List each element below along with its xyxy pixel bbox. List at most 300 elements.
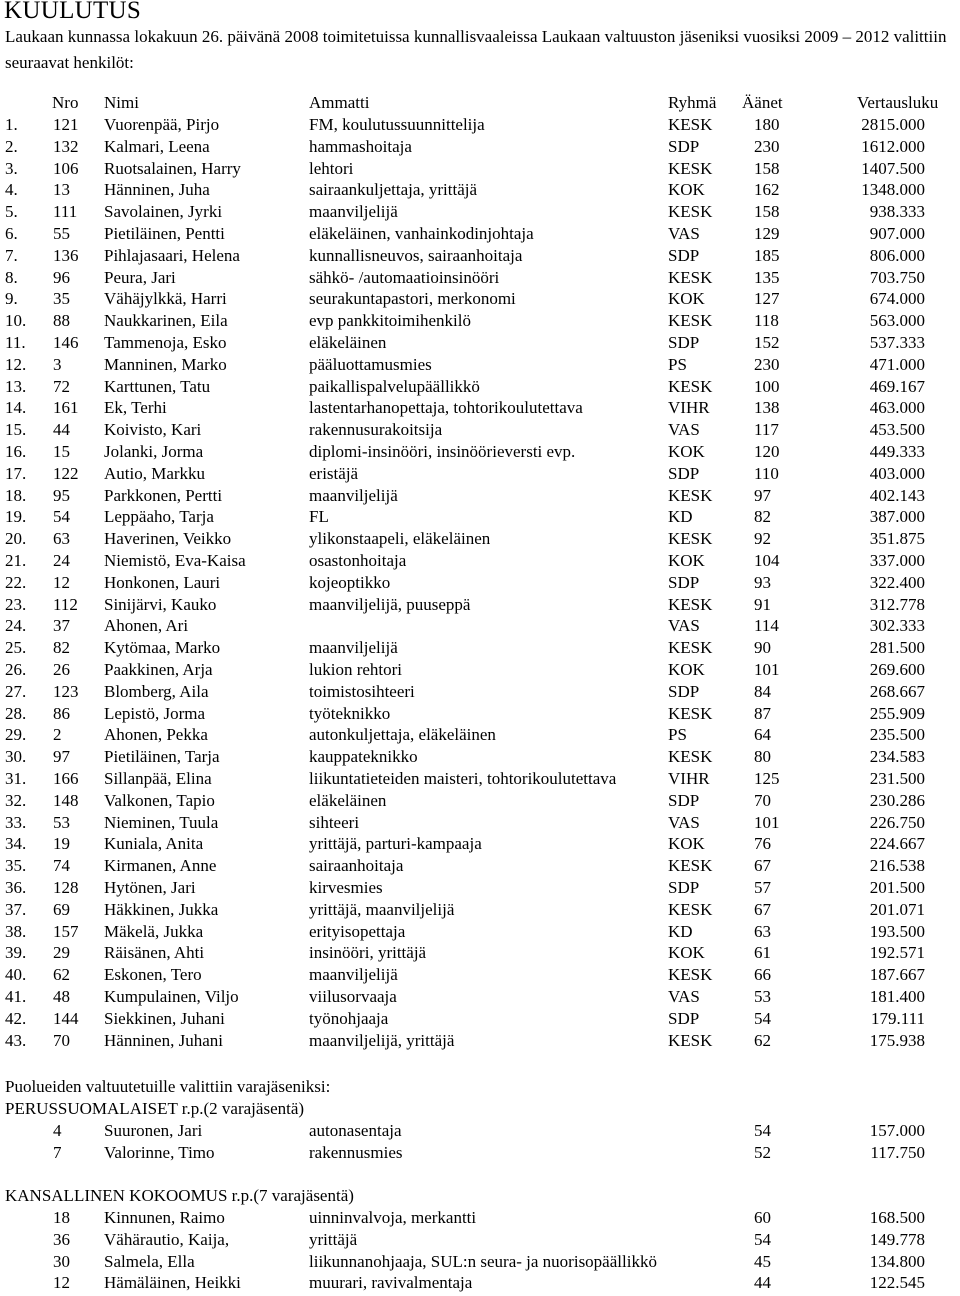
candidate-number: 144 — [53, 1008, 79, 1028]
table-row — [0, 703, 960, 725]
candidate-number: 4 — [53, 1121, 62, 1140]
candidate-number: 3 — [53, 354, 62, 374]
candidate-occupation: yrittäjä — [309, 1229, 358, 1249]
candidate-occupation: maanviljelijä — [309, 202, 398, 222]
table-row — [0, 376, 960, 398]
candidate-occupation: lehtori — [309, 158, 354, 178]
candidate-party: KESK — [668, 115, 713, 134]
table-row — [0, 877, 960, 899]
candidate-party: VIHR — [668, 769, 710, 788]
candidate-votes: 91 — [754, 594, 771, 614]
header-ammatti: Ammatti — [309, 93, 370, 112]
list-item — [0, 1251, 960, 1273]
candidate-name: Tammenoja, Esko — [104, 333, 227, 352]
candidate-number: 15 — [53, 442, 70, 461]
candidate-votes: 66 — [754, 965, 771, 985]
row-index: 25. — [5, 638, 27, 658]
candidate-comparison-number: 674.000 — [869, 289, 925, 309]
candidate-number: 63 — [53, 529, 70, 549]
candidate-party: KOK — [668, 943, 705, 963]
list-item — [0, 1229, 960, 1251]
candidate-number: 86 — [53, 703, 70, 723]
candidate-occupation: yrittäjä, maanviljelijä — [309, 899, 455, 919]
candidate-number: 35 — [53, 289, 70, 309]
candidate-name: Pihlajasaari, Helena — [104, 245, 240, 265]
row-index: 26. — [5, 660, 27, 679]
candidate-occupation: eläkeläinen — [309, 790, 387, 810]
candidate-comparison-number: 387.000 — [869, 507, 925, 527]
candidate-occupation: työteknikko — [309, 703, 391, 723]
candidate-comparison-number: 192.571 — [869, 943, 925, 963]
table-row — [0, 572, 960, 594]
candidate-name: Ahonen, Pekka — [104, 725, 208, 745]
candidate-comparison-number: 230.286 — [869, 790, 925, 810]
row-index: 18. — [5, 485, 27, 505]
candidate-number: 36 — [53, 1229, 70, 1249]
row-index: 23. — [5, 594, 27, 614]
row-index: 35. — [5, 856, 27, 876]
candidate-number: 121 — [53, 115, 79, 134]
table-row — [0, 594, 960, 616]
candidate-party: KOK — [668, 834, 705, 854]
candidate-occupation: pääluottamusmies — [309, 354, 432, 374]
row-index: 3. — [5, 158, 18, 178]
candidate-votes: 60 — [754, 1208, 771, 1227]
candidate-occupation: maanviljelijä — [309, 965, 398, 985]
table-row — [0, 485, 960, 507]
candidate-occupation: diplomi-insinööri, insinöörieversti evp. — [309, 442, 576, 461]
candidate-votes: 57 — [754, 878, 771, 897]
candidate-occupation: hammashoitaja — [309, 136, 412, 156]
row-index: 19. — [5, 507, 27, 527]
candidate-number: 72 — [53, 376, 70, 396]
candidate-occupation: sairaankuljettaja, yrittäjä — [309, 180, 478, 200]
candidate-comparison-number: 201.500 — [869, 878, 925, 897]
alternate-group-heading: PERUSSUOMALAISET r.p.(2 varajäsentä) — [5, 1099, 305, 1118]
row-index: 15. — [5, 420, 27, 440]
candidate-occupation: kojeoptikko — [309, 572, 391, 592]
row-index: 36. — [5, 878, 27, 897]
candidate-name: Kytömaa, Marko — [104, 638, 221, 658]
candidate-party: SDP — [668, 463, 700, 483]
candidate-name: Vähärautio, Kaija, — [104, 1229, 230, 1249]
candidate-number: 97 — [53, 747, 70, 767]
candidate-name: Kumpulainen, Viljo — [104, 987, 239, 1006]
candidate-occupation: osastonhoitaja — [309, 551, 407, 570]
candidate-party: KESK — [668, 485, 713, 505]
candidate-votes: 54 — [754, 1008, 771, 1028]
candidate-number: 18 — [53, 1208, 70, 1227]
candidate-votes: 230 — [754, 354, 780, 374]
row-index: 16. — [5, 442, 27, 461]
candidate-party: SDP — [668, 878, 700, 897]
candidate-number: 13 — [53, 180, 70, 200]
candidate-comparison-number: 216.538 — [869, 856, 925, 876]
candidate-comparison-number: 268.667 — [869, 681, 925, 701]
candidate-party: VAS — [668, 616, 700, 636]
table-row — [0, 332, 960, 354]
header-vertausluku: Vertausluku — [857, 93, 939, 112]
candidate-number: 82 — [53, 638, 70, 658]
candidate-votes: 158 — [754, 158, 780, 178]
candidate-party: KD — [668, 921, 693, 941]
candidate-occupation: autonkuljettaja, eläkeläinen — [309, 725, 496, 745]
candidate-name: Pietiläinen, Pentti — [104, 224, 225, 243]
candidate-name: Ahonen, Ari — [104, 616, 189, 636]
list-item — [0, 1272, 960, 1294]
candidate-votes: 127 — [754, 289, 780, 309]
header-aanet: Äänet — [742, 93, 783, 112]
candidate-comparison-number: 224.667 — [869, 834, 925, 854]
table-row — [0, 659, 960, 681]
candidate-party: KESK — [668, 965, 713, 985]
table-row — [0, 463, 960, 485]
candidate-number: 70 — [53, 1030, 70, 1050]
candidate-comparison-number: 149.778 — [869, 1229, 925, 1249]
candidate-comparison-number: 403.000 — [869, 463, 925, 483]
candidate-occupation: kirvesmies — [309, 878, 383, 897]
row-index: 20. — [5, 529, 27, 549]
table-header — [0, 92, 960, 114]
candidate-name: Hytönen, Jari — [104, 878, 196, 897]
candidate-occupation: erityisopettaja — [309, 921, 406, 941]
candidate-occupation: uinninvalvoja, merkantti — [309, 1208, 477, 1227]
row-index: 33. — [5, 812, 27, 832]
candidate-votes: 230 — [754, 136, 780, 156]
table-row — [0, 790, 960, 812]
candidate-number: 69 — [53, 899, 70, 919]
table-row — [0, 136, 960, 158]
candidate-votes: 100 — [754, 376, 780, 396]
candidate-name: Hämäläinen, Heikki — [104, 1273, 241, 1293]
candidate-party: PS — [668, 725, 687, 745]
candidate-votes: 63 — [754, 921, 771, 941]
candidate-votes: 185 — [754, 245, 780, 265]
candidate-party: KESK — [668, 703, 713, 723]
candidate-votes: 44 — [754, 1273, 771, 1293]
candidate-name: Pietiläinen, Tarja — [104, 747, 220, 767]
table-row — [0, 1008, 960, 1030]
header-nimi: Nimi — [104, 93, 139, 112]
candidate-name: Manninen, Marko — [104, 354, 227, 374]
candidate-occupation: sihteeri — [309, 812, 360, 832]
row-index: 2. — [5, 136, 18, 156]
candidate-votes: 82 — [754, 507, 771, 527]
candidate-number: 37 — [53, 616, 70, 636]
candidate-comparison-number: 2815.000 — [861, 115, 925, 134]
row-index: 14. — [5, 398, 27, 418]
row-index: 27. — [5, 681, 27, 701]
candidate-name: Kinnunen, Raimo — [104, 1208, 225, 1227]
candidate-votes: 118 — [754, 311, 779, 331]
table-row — [0, 637, 960, 659]
candidate-party: KOK — [668, 551, 705, 570]
candidate-occupation: eläkeläinen, vanhainkodinjohtaja — [309, 224, 534, 243]
candidate-comparison-number: 938.333 — [869, 202, 925, 222]
candidate-party: KESK — [668, 529, 713, 549]
candidate-votes: 92 — [754, 529, 771, 549]
candidate-comparison-number: 231.500 — [869, 769, 925, 788]
candidate-name: Naukkarinen, Eila — [104, 311, 228, 331]
row-index: 13. — [5, 376, 27, 396]
table-row — [0, 1030, 960, 1052]
candidate-name: Suuronen, Jari — [104, 1121, 203, 1140]
row-index: 9. — [5, 289, 18, 309]
row-index: 41. — [5, 987, 27, 1006]
candidate-votes: 101 — [754, 660, 780, 679]
candidate-name: Parkkonen, Pertti — [104, 485, 223, 505]
candidate-comparison-number: 179.111 — [871, 1008, 925, 1028]
candidate-party: KESK — [668, 311, 713, 331]
row-index: 1. — [5, 115, 18, 134]
candidate-votes: 101 — [754, 812, 780, 832]
table-row — [0, 964, 960, 986]
table-row — [0, 223, 960, 245]
row-index: 11. — [5, 333, 26, 352]
candidate-comparison-number: 181.400 — [869, 987, 925, 1006]
candidate-number: 24 — [53, 551, 70, 570]
candidate-name: Paakkinen, Arja — [104, 660, 213, 679]
candidate-occupation: viilusorvaaja — [309, 987, 397, 1006]
candidate-party: KESK — [668, 747, 713, 767]
candidate-name: Siekkinen, Juhani — [104, 1008, 225, 1028]
candidate-name: Peura, Jari — [104, 267, 176, 287]
candidate-party: PS — [668, 354, 687, 374]
candidate-comparison-number: 302.333 — [869, 616, 925, 636]
table-row — [0, 267, 960, 289]
candidate-name: Mäkelä, Jukka — [104, 921, 204, 941]
candidate-number: 12 — [53, 572, 70, 592]
candidate-occupation: eläkeläinen — [309, 333, 387, 352]
candidate-party: SDP — [668, 333, 700, 352]
candidate-comparison-number: 453.500 — [869, 420, 925, 440]
candidate-party: VAS — [668, 420, 700, 440]
candidate-occupation: kunnallisneuvos, sairaanhoitaja — [309, 245, 523, 265]
row-index: 22. — [5, 572, 27, 592]
candidate-number: 88 — [53, 311, 70, 331]
row-index: 4. — [5, 180, 18, 200]
candidate-comparison-number: 1348.000 — [861, 180, 925, 200]
candidate-comparison-number: 312.778 — [869, 594, 925, 614]
candidate-name: Kalmari, Leena — [104, 136, 210, 156]
candidate-party: KESK — [668, 202, 713, 222]
table-row — [0, 441, 960, 463]
candidate-number: 161 — [53, 398, 79, 418]
candidate-number: 128 — [53, 878, 79, 897]
candidate-occupation: liikunnanohjaaja, SUL:n seura- ja nuorisopäällikkö — [309, 1251, 657, 1271]
candidate-comparison-number: 269.600 — [869, 660, 925, 679]
table-row — [0, 354, 960, 376]
candidate-comparison-number: 806.000 — [869, 245, 925, 265]
candidate-number: 111 — [53, 202, 78, 222]
row-index: 12. — [5, 354, 27, 374]
row-index: 5. — [5, 202, 18, 222]
candidate-name: Ek, Terhi — [104, 398, 167, 418]
candidate-name: Haverinen, Veikko — [104, 529, 232, 549]
candidate-votes: 45 — [754, 1251, 771, 1271]
candidate-votes: 53 — [754, 987, 771, 1006]
candidate-party: KOK — [668, 180, 705, 200]
candidate-occupation: liikuntatieteiden maisteri, tohtorikoulutettava — [309, 769, 617, 788]
candidate-votes: 152 — [754, 333, 780, 352]
candidate-votes: 117 — [754, 420, 779, 440]
row-index: 7. — [5, 245, 18, 265]
candidate-name: Autio, Markku — [104, 463, 206, 483]
candidate-occupation: FL — [309, 507, 329, 527]
candidate-number: 123 — [53, 681, 79, 701]
candidate-number: 26 — [53, 660, 70, 679]
candidate-comparison-number: 703.750 — [869, 267, 925, 287]
candidate-number: 95 — [53, 485, 70, 505]
candidate-party: SDP — [668, 1008, 700, 1028]
row-index: 28. — [5, 703, 27, 723]
row-index: 43. — [5, 1030, 27, 1050]
table-row — [0, 942, 960, 964]
candidate-comparison-number: 157.000 — [869, 1121, 925, 1140]
header-nro: Nro — [52, 93, 79, 112]
candidate-number: 7 — [53, 1142, 62, 1162]
candidate-name: Sillanpää, Elina — [104, 769, 212, 788]
row-index: 31. — [5, 769, 27, 788]
candidate-votes: 93 — [754, 572, 771, 592]
candidate-comparison-number: 234.583 — [869, 747, 925, 767]
candidate-votes: 87 — [754, 703, 771, 723]
candidate-party: SDP — [668, 790, 700, 810]
table-row — [0, 528, 960, 550]
row-index: 42. — [5, 1008, 27, 1028]
candidate-occupation: autonasentaja — [309, 1121, 402, 1140]
candidate-number: 74 — [53, 856, 70, 876]
candidate-number: 122 — [53, 463, 79, 483]
header-ryhma: Ryhmä — [668, 93, 717, 112]
candidate-comparison-number: 134.800 — [869, 1251, 925, 1271]
candidate-comparison-number: 471.000 — [869, 354, 925, 374]
candidate-party: SDP — [668, 681, 700, 701]
candidate-number: 136 — [53, 245, 79, 265]
candidate-occupation: ylikonstaapeli, eläkeläinen — [309, 529, 491, 549]
alternate-group-heading: KANSALLINEN KOKOOMUS r.p.(7 varajäsentä) — [5, 1186, 354, 1205]
candidate-party: SDP — [668, 136, 700, 156]
row-index: 40. — [5, 965, 27, 985]
candidate-votes: 52 — [754, 1142, 771, 1162]
candidate-comparison-number: 226.750 — [869, 812, 925, 832]
candidate-party: KD — [668, 507, 693, 527]
candidate-number: 96 — [53, 267, 70, 287]
candidate-occupation: muurari, ravivalmentaja — [309, 1273, 473, 1293]
candidate-number: 19 — [53, 834, 70, 854]
candidate-party: VAS — [668, 987, 700, 1006]
candidate-occupation: rakennusmies — [309, 1142, 403, 1162]
candidate-party: KOK — [668, 289, 705, 309]
candidate-number: 12 — [53, 1273, 70, 1293]
row-index: 24. — [5, 616, 27, 636]
candidate-comparison-number: 537.333 — [869, 333, 925, 352]
candidate-number: 62 — [53, 965, 70, 985]
candidate-votes: 180 — [754, 115, 780, 134]
candidate-name: Niemistö, Eva-Kaisa — [104, 551, 246, 570]
row-index: 10. — [5, 311, 27, 331]
candidate-name: Valorinne, Timo — [104, 1142, 215, 1162]
candidate-votes: 97 — [754, 485, 771, 505]
candidate-name: Vuorenpää, Pirjo — [104, 115, 220, 134]
candidate-votes: 114 — [754, 616, 779, 636]
candidate-comparison-number: 1612.000 — [861, 136, 925, 156]
row-index: 34. — [5, 834, 27, 854]
candidate-name: Jolanki, Jorma — [104, 442, 204, 461]
table-row — [0, 201, 960, 223]
candidate-votes: 61 — [754, 943, 771, 963]
row-index: 37. — [5, 899, 27, 919]
table-row — [0, 768, 960, 790]
candidate-name: Sinijärvi, Kauko — [104, 594, 217, 614]
row-index: 38. — [5, 921, 27, 941]
table-row — [0, 899, 960, 921]
candidate-occupation: yrittäjä, parturi-kampaaja — [309, 834, 482, 854]
candidate-name: Kirmanen, Anne — [104, 856, 217, 876]
table-row — [0, 833, 960, 855]
table-row — [0, 615, 960, 637]
candidate-name: Lepistö, Jorma — [104, 703, 206, 723]
list-item — [0, 1142, 960, 1164]
row-index: 39. — [5, 943, 27, 963]
candidate-party: SDP — [668, 572, 700, 592]
table-row — [0, 986, 960, 1008]
table-row — [0, 179, 960, 201]
row-index: 30. — [5, 747, 27, 767]
table-row — [0, 158, 960, 180]
candidate-party: VAS — [668, 812, 700, 832]
candidate-votes: 125 — [754, 769, 780, 788]
candidate-party: KESK — [668, 899, 713, 919]
candidate-name: Räisänen, Ahti — [104, 943, 205, 963]
candidate-comparison-number: 449.333 — [869, 442, 925, 461]
candidate-party: VAS — [668, 224, 700, 243]
candidate-occupation: toimistosihteeri — [309, 681, 415, 701]
candidate-comparison-number: 351.875 — [869, 529, 925, 549]
candidate-votes: 162 — [754, 180, 780, 200]
table-row — [0, 419, 960, 441]
candidate-comparison-number: 235.500 — [869, 725, 925, 745]
candidate-party: KESK — [668, 376, 713, 396]
candidate-name: Kuniala, Anita — [104, 834, 204, 854]
candidate-occupation: insinööri, yrittäjä — [309, 943, 427, 963]
candidate-comparison-number: 168.500 — [869, 1208, 925, 1227]
candidate-party: KESK — [668, 267, 713, 287]
candidate-votes: 129 — [754, 224, 780, 243]
candidate-occupation: sähkö- /automaatioinsinööri — [309, 267, 500, 287]
candidate-occupation: rakennusurakoitsija — [309, 420, 443, 440]
table-row — [0, 506, 960, 528]
candidate-comparison-number: 322.400 — [869, 572, 925, 592]
table-row — [0, 812, 960, 834]
candidate-party: VIHR — [668, 398, 710, 418]
candidate-occupation: evp pankkitoimihenkilö — [309, 311, 471, 331]
candidate-name: Vähäjylkkä, Harri — [104, 289, 227, 309]
candidate-occupation: paikallispalvelupäällikkö — [309, 376, 480, 396]
list-item — [0, 1120, 960, 1142]
candidate-votes: 120 — [754, 442, 780, 461]
table-row — [0, 245, 960, 267]
candidate-occupation: maanviljelijä, puuseppä — [309, 594, 471, 614]
candidate-number: 48 — [53, 987, 70, 1006]
candidate-votes: 67 — [754, 899, 771, 919]
row-index: 32. — [5, 790, 27, 810]
candidate-comparison-number: 201.071 — [869, 899, 925, 919]
candidate-number: 55 — [53, 224, 70, 243]
candidate-comparison-number: 122.545 — [869, 1273, 925, 1293]
table-row — [0, 921, 960, 943]
candidate-number: 53 — [53, 812, 70, 832]
